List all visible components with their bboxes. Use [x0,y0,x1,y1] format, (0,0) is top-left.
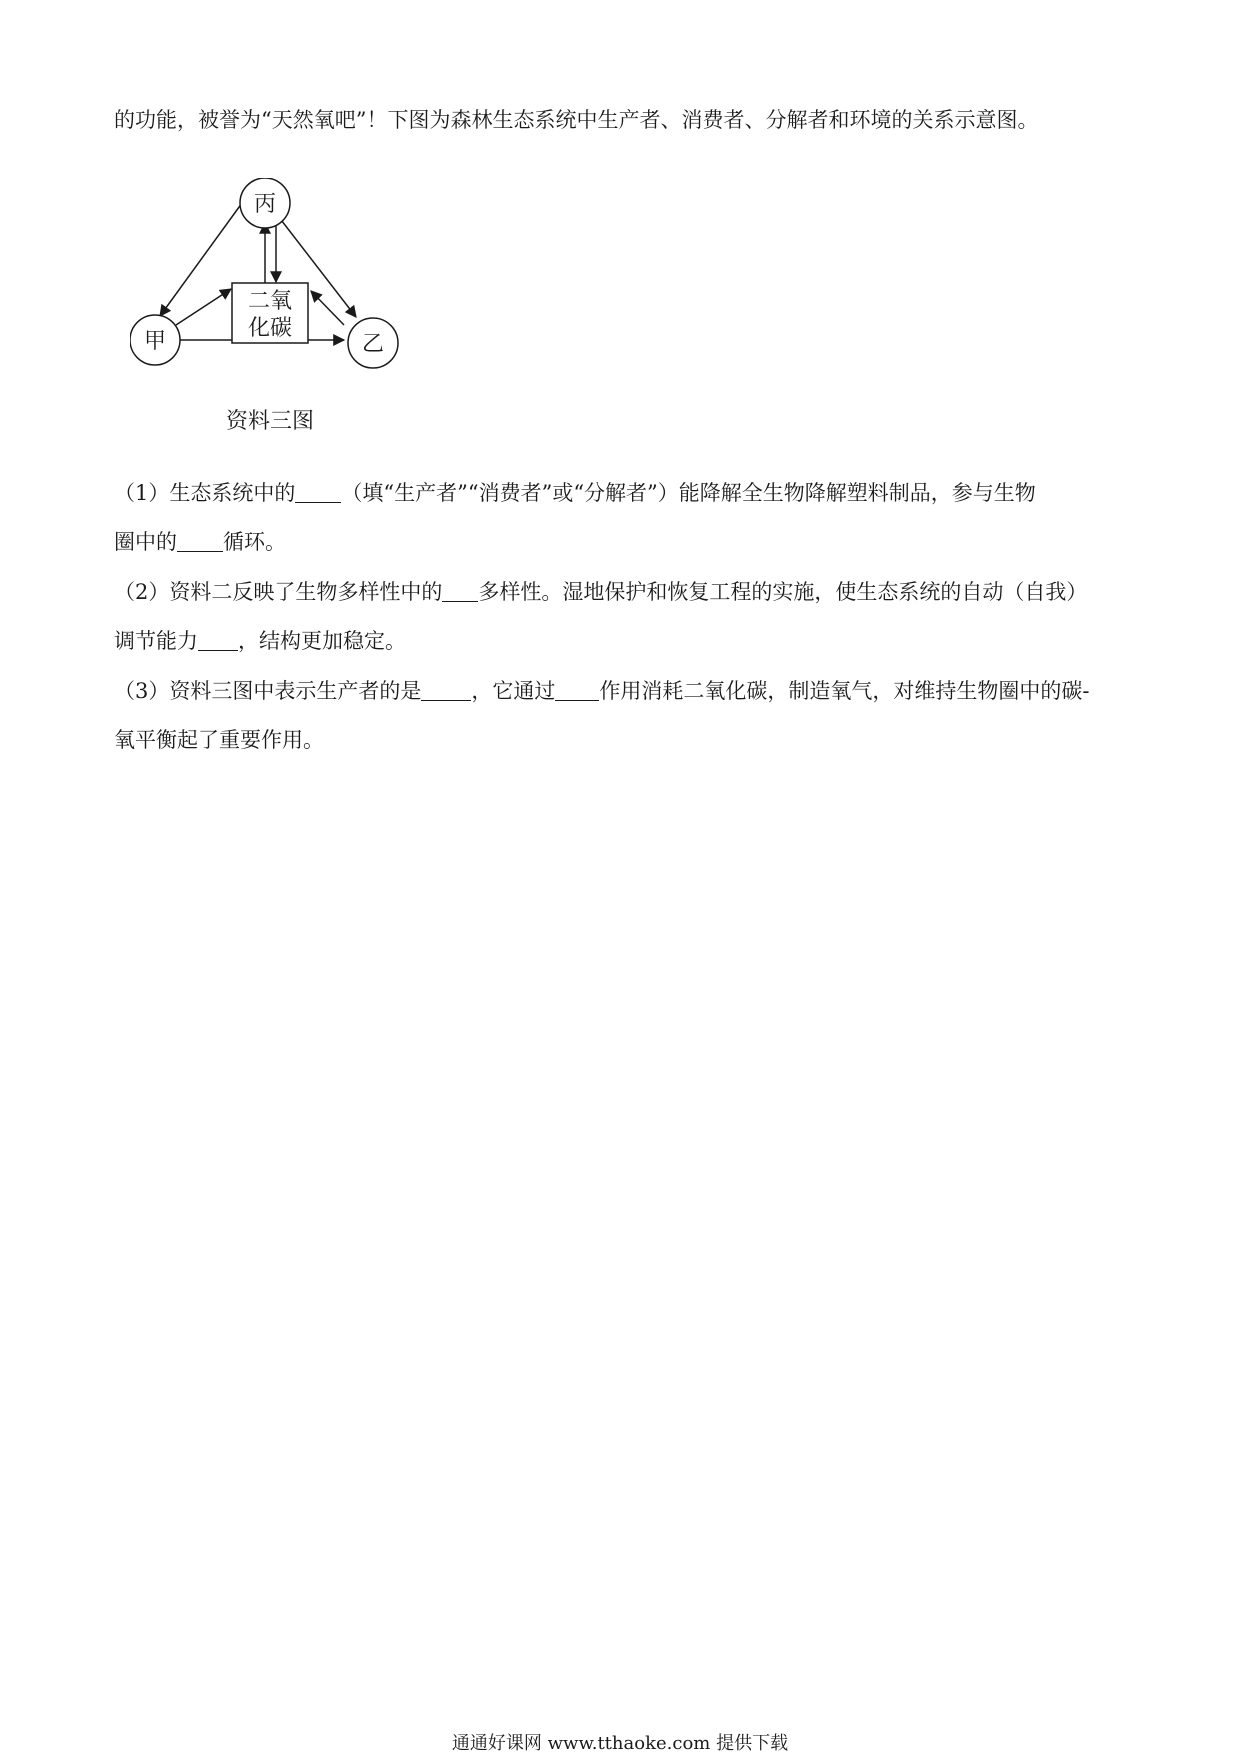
carbon-cycle-diagram [130,178,410,438]
q3-text-c: 作用消耗二氧化碳，制造氧气，对维持生物圈中的碳- [599,679,1090,703]
node-yi-label: 乙 [361,332,385,357]
question-3-line-2 [114,726,324,754]
question-1-line-2 [114,528,286,556]
q1-blank-1 [295,480,341,503]
intro-line: 的功能，被誉为“天然氧吧”！下图为森林生态系统中生产者、消费者、分解者和环境的关系示意图。 [114,108,1039,132]
diagram-caption: 资料三图 [225,409,315,434]
arrow-bing-to-jia [160,203,242,316]
q1-text-b: （填“生产者”“消费者”或“分解者”）能降解全生物降解塑料制品，参与生物 [341,481,1036,505]
q2-text-a: （2）资料二反映了生物多样性中的 [114,580,443,604]
node-bing-label: 丙 [253,192,277,217]
q3-blank-1 [421,678,471,701]
footer-source: 通通好课网 www.tthaoke.com 提供下载 [451,1733,789,1754]
q2-text-d: ，结构更加稳定。 [238,629,406,653]
question-2-line-1 [114,578,1087,606]
node-jia-label: 甲 [143,329,167,354]
question-1-line-1 [114,479,1036,507]
question-3-line-1 [114,677,1089,705]
q3-text-a: （3）资料三图中表示生产者的是 [114,679,422,703]
q2-text-c: 调节能力 [114,629,198,653]
q2-blank-2 [198,628,238,651]
q3-text-b: ，它通过 [471,679,556,703]
q3-blank-2 [555,678,599,701]
q1-text-d: 循环。 [223,530,286,554]
co2-box-line1: 二氧 [247,289,293,314]
q1-blank-2 [177,529,223,552]
q1-text-a: （1）生态系统中的 [114,481,296,505]
co2-box-line2: 化碳 [247,316,293,341]
q2-blank-1 [442,579,478,602]
question-2-line-2 [114,627,406,655]
q2-text-b: 多样性。湿地保护和恢复工程的实施，使生态系统的自动（自我） [478,580,1088,604]
arrow-jia-to-co2 [176,289,231,325]
q3-text-d: 氧平衡起了重要作用。 [114,728,324,752]
q1-text-c: 圈中的 [114,530,177,554]
